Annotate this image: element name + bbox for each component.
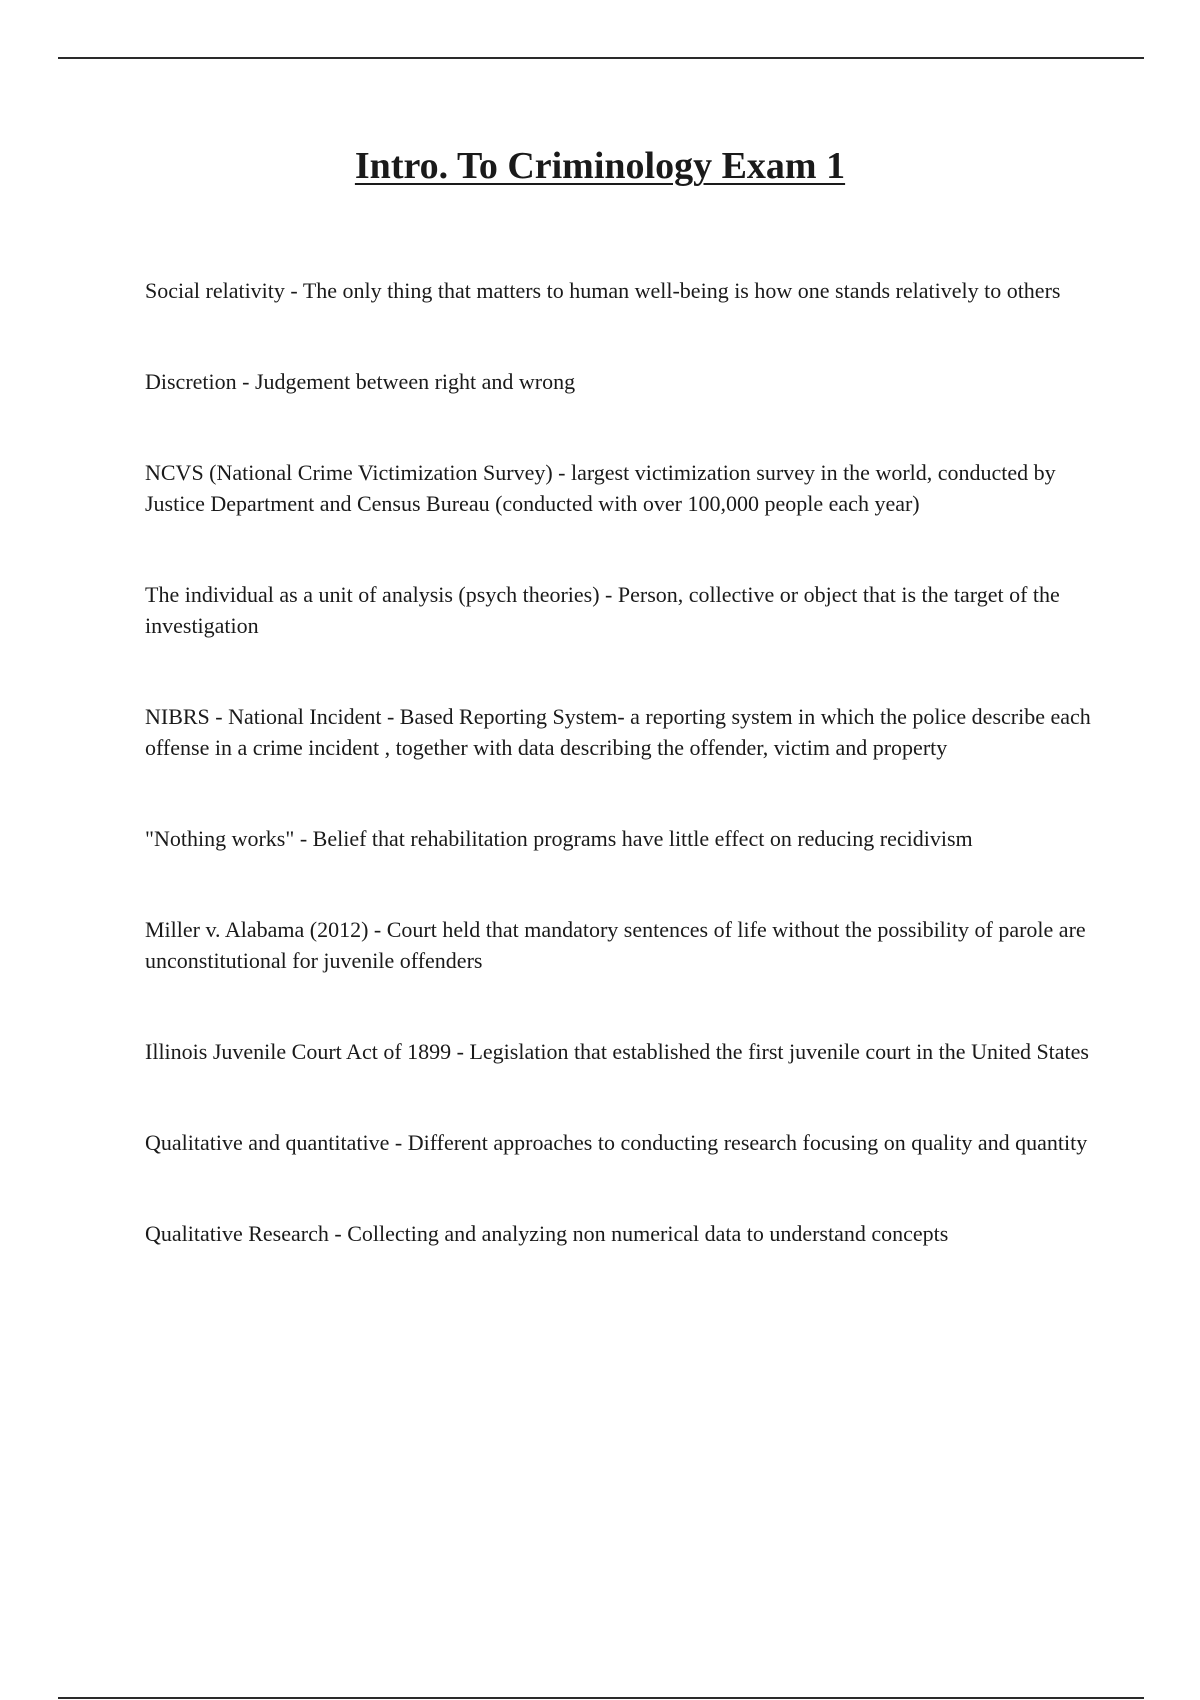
list-item: Social relativity - The only thing that matters to human well-being is how one stands relatively to others bbox=[145, 278, 1061, 303]
list-item: Discretion - Judgement between right and wrong bbox=[145, 369, 576, 394]
bottom-divider bbox=[58, 1697, 1144, 1699]
list-item: The individual as a unit of analysis (psych theories) - Person, collective or object that is the target of the investigation bbox=[145, 582, 1060, 638]
list-item: Miller v. Alabama (2012) - Court held that mandatory sentences of life without the possibility of parole are unconstitutional for juvenile offenders bbox=[145, 917, 1086, 973]
document-title: Intro. To Criminology Exam 1 bbox=[354, 145, 846, 187]
list-item: Illinois Juvenile Court Act of 1899 - Legislation that established the first juvenile court in the United States bbox=[145, 1039, 1089, 1064]
top-divider bbox=[58, 57, 1144, 59]
list-item: NIBRS - National Incident - Based Reporting System- a reporting system in which the police describe each offense in a crime incident , together with data describing the offender, victim and property bbox=[145, 704, 1091, 760]
list-item: NCVS (National Crime Victimization Survey) - largest victimization survey in the world, conducted by Justice Department and Census Bureau (conducted with over 100,000 people each year) bbox=[145, 460, 1056, 516]
flashcard-list bbox=[145, 275, 1100, 1249]
list-item: Qualitative and quantitative - Different approaches to conducting research focusing on quality and quantity bbox=[145, 1130, 1088, 1155]
list-item: "Nothing works" - Belief that rehabilitation programs have little effect on reducing recidivism bbox=[145, 826, 973, 851]
list-item: Qualitative Research - Collecting and analyzing non numerical data to understand concepts bbox=[145, 1221, 949, 1246]
